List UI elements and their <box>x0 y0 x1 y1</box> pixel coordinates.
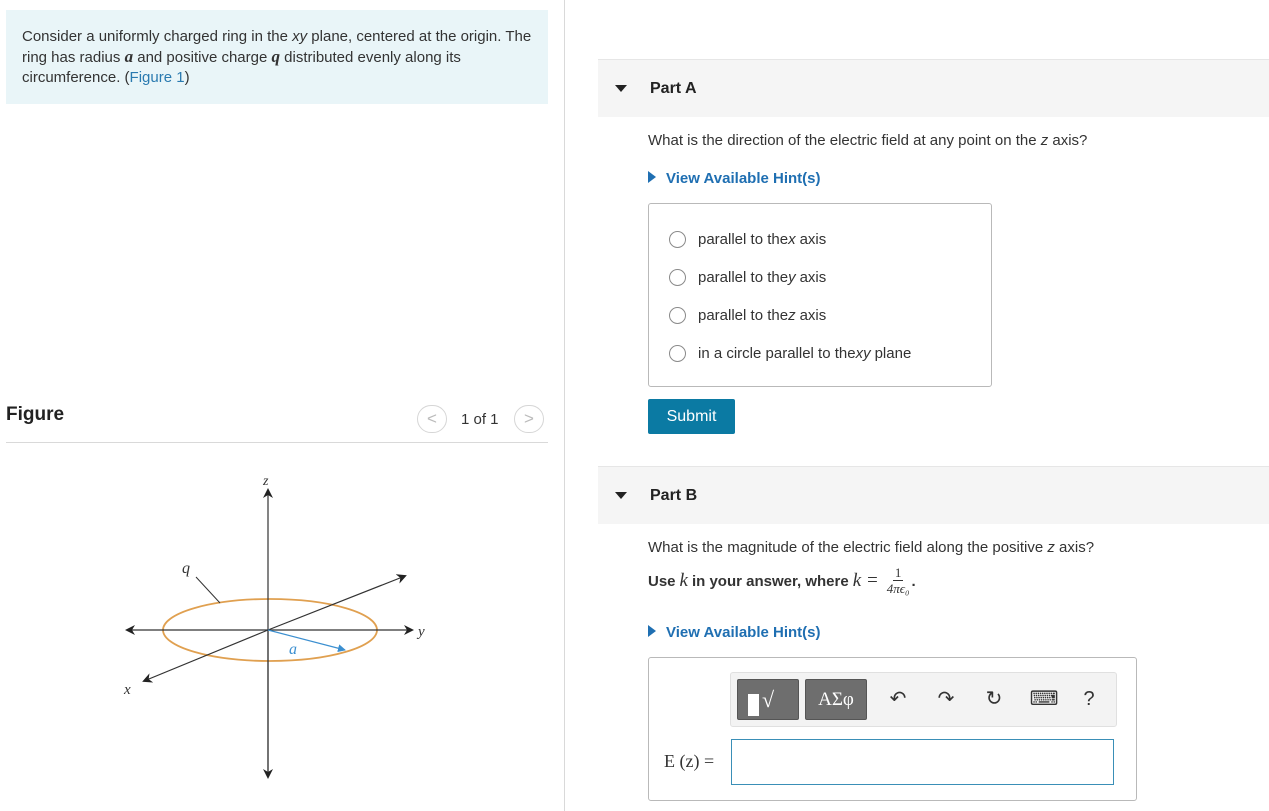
part-b-hint-link[interactable] <box>648 624 821 641</box>
figure-title: Figure <box>6 404 65 425</box>
intro-text-1: Consider a uniformly charged ring in the <box>22 28 293 45</box>
part-a-hint-label: View Available Hint(s) <box>666 170 821 187</box>
intro-text-4: distributed evenly along its circumference. ( <box>22 49 461 86</box>
prev-figure-button[interactable]: < <box>417 405 447 433</box>
charged-ring-figure <box>100 465 440 785</box>
radius-vector <box>268 630 345 650</box>
intro-var-a: a <box>124 47 134 66</box>
expand-triangle-icon <box>648 171 656 183</box>
part-a-question <box>648 132 1087 149</box>
greek-symbols-button[interactable]: ΑΣφ <box>805 679 867 720</box>
part-b-question-post: axis? <box>1054 539 1095 556</box>
choice-x-axis[interactable] <box>669 229 826 249</box>
use-mid: in your answer, where <box>691 572 849 590</box>
choice-text: parallel to the <box>698 306 789 324</box>
part-b-question <box>648 539 1094 556</box>
undo-icon[interactable]: ↶ <box>889 688 907 710</box>
choice-text-post: plane <box>874 344 912 362</box>
expand-triangle-icon <box>648 625 656 637</box>
problem-panel <box>0 0 565 811</box>
intro-text-3: and positive charge <box>133 49 272 66</box>
problem-intro <box>6 10 548 104</box>
part-a-choices <box>648 203 992 387</box>
templates-button[interactable] <box>737 679 799 720</box>
figure-header <box>6 400 548 443</box>
keyboard-icon[interactable]: ⌨ <box>1029 688 1059 710</box>
k-period: . <box>911 572 916 590</box>
part-b-question-pre: What is the magnitude of the electric field along the positive <box>648 539 1048 556</box>
choice-text: parallel to the <box>698 268 789 286</box>
caret-down-icon <box>615 85 627 92</box>
radius-label: a <box>289 641 297 658</box>
choice-circle-xy-plane[interactable] <box>669 343 911 363</box>
part-b-label: Part B <box>650 487 698 504</box>
part-a-header[interactable] <box>598 59 1269 117</box>
submit-button[interactable]: Submit <box>648 399 735 434</box>
k-fraction-numerator: 1 <box>894 565 902 580</box>
part-b-instruction <box>648 566 916 596</box>
next-figure-button[interactable]: > <box>514 405 544 433</box>
z-axis-label: z <box>263 474 269 489</box>
choice-y-axis[interactable] <box>669 267 826 287</box>
radio-button[interactable] <box>669 345 686 362</box>
figure-pager: 1 of 1 <box>461 411 499 428</box>
answer-label: E (z) = <box>664 751 715 771</box>
math-toolbar <box>730 672 1117 727</box>
choice-var: xy <box>855 344 871 362</box>
caret-down-icon <box>615 492 627 499</box>
choice-z-axis[interactable] <box>669 305 826 325</box>
choice-var: x <box>788 230 796 248</box>
intro-text-2: plane, centered at the origin. The ring has radius <box>22 28 532 66</box>
intro-text-5: ) <box>184 69 190 86</box>
choice-text: parallel to the <box>698 230 789 248</box>
part-b-hint-label: View Available Hint(s) <box>666 624 821 641</box>
part-b-question-var: z <box>1047 539 1055 556</box>
radio-button[interactable] <box>669 231 686 248</box>
part-a-hint-link[interactable] <box>648 170 821 187</box>
use-k-var: k <box>679 570 688 591</box>
help-icon[interactable]: ? <box>1083 688 1095 710</box>
reset-icon[interactable]: ↻ <box>985 688 1003 710</box>
part-a-question-var: z <box>1040 132 1049 149</box>
k-fraction <box>887 566 910 596</box>
figure-link[interactable]: Figure 1 <box>129 69 185 86</box>
x-axis-label: x <box>124 682 131 698</box>
intro-xy: xy <box>292 28 308 45</box>
part-a-question-pre: What is the direction of the electric field at any point on the <box>648 132 1041 149</box>
charge-label: q <box>182 560 190 577</box>
part-b-answer-area <box>648 657 1137 801</box>
part-a-label: Part A <box>650 80 697 97</box>
answer-input[interactable] <box>731 739 1114 785</box>
k-fraction-denominator: 4πϵ₀ <box>886 581 910 596</box>
y-axis-label: y <box>418 624 425 640</box>
charge-leader-line <box>196 577 220 603</box>
choice-text-post: axis <box>799 268 827 286</box>
choice-text-post: axis <box>799 306 827 324</box>
use-pre: Use <box>648 572 676 590</box>
radio-button[interactable] <box>669 269 686 286</box>
choice-text-post: axis <box>799 230 827 248</box>
part-b-header[interactable] <box>598 466 1269 524</box>
template-box-icon <box>748 694 759 716</box>
k-equation-lhs: k = <box>852 570 879 591</box>
choice-var: z <box>788 306 796 324</box>
choice-text: in a circle parallel to the <box>698 344 856 362</box>
intro-var-q: q <box>271 47 280 66</box>
x-axis <box>268 576 405 630</box>
radio-button[interactable] <box>669 307 686 324</box>
part-a-question-post: axis? <box>1048 132 1088 149</box>
redo-icon[interactable]: ↷ <box>937 688 955 710</box>
choice-var: y <box>788 268 796 286</box>
radical-icon: √ <box>762 687 775 712</box>
parts-panel <box>565 0 1269 811</box>
